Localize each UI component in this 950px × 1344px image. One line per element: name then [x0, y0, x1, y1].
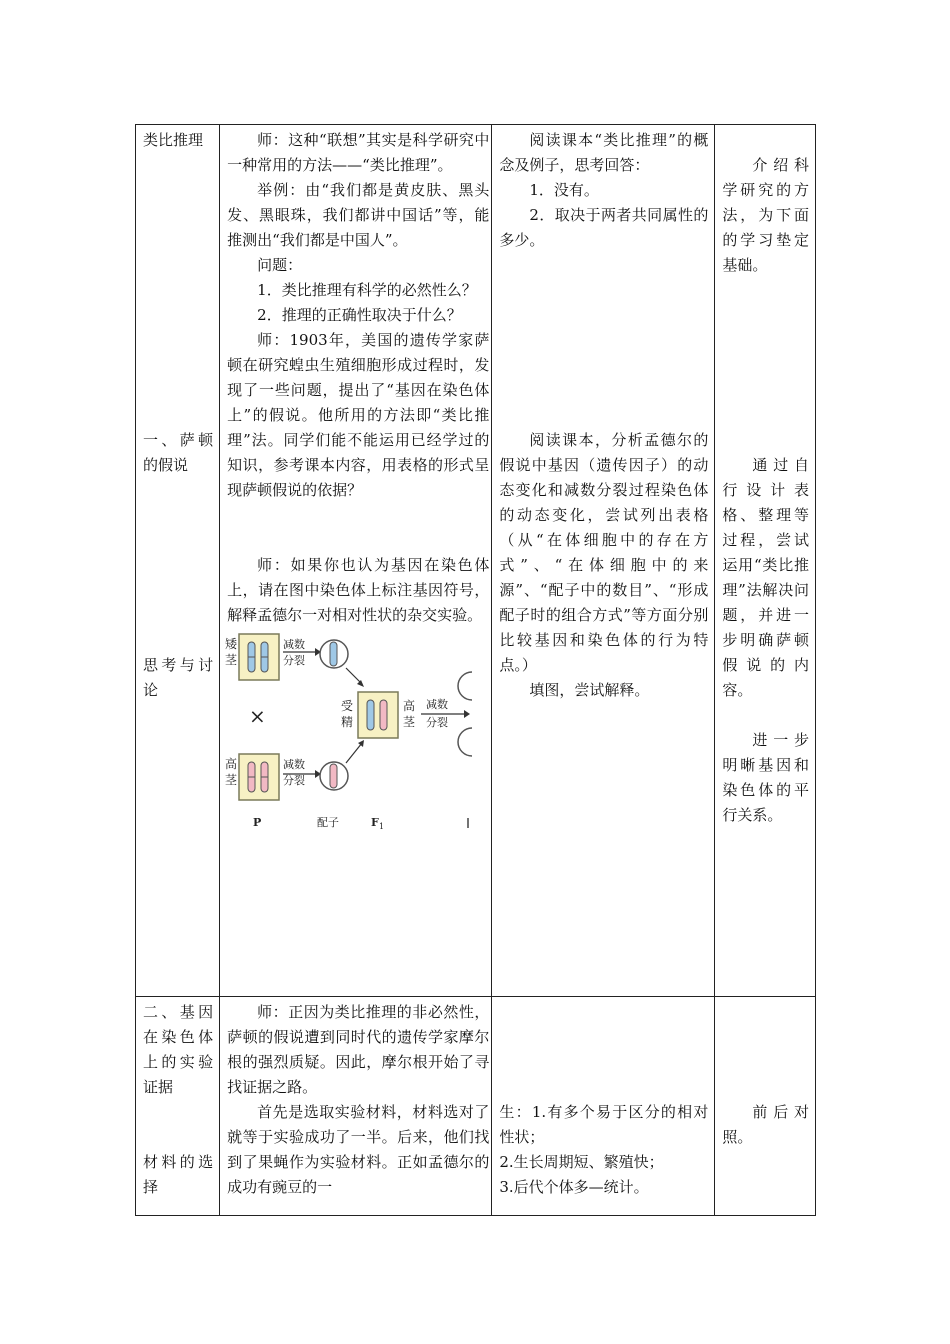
intent-paragraph: 通过自行设计表格、整理等过程，尝试运用“类比推理”法解决问题，并进一步明确萨顿假说的内容。 — [722, 456, 809, 699]
fertilization-label-1: 受 — [341, 699, 354, 713]
lesson-table — [135, 124, 816, 1216]
dwarf-label-1: 矮 — [225, 637, 238, 651]
table-row — [136, 125, 816, 997]
student-paragraph: 阅读课本，分析孟德尔的假说中基因（遗传因子）的动态变化和减数分裂过程染色体的动态变化，尝试列出表格（从“在体细胞中的存在方式”、“在体细胞中的来源”、“配子中的数目”、“形成配子时的组合方式”等方面分别比较基因和染色体的行为特点。） — [499, 431, 709, 674]
f1-cell — [358, 692, 398, 738]
teacher-activity-cell — [220, 997, 492, 1216]
f1-tall-label-2: 茎 — [403, 715, 416, 729]
teacher-paragraph: 1．类比推理有科学的必然性么？ — [257, 281, 477, 299]
meiosis-label-2: 分裂 — [283, 654, 306, 667]
design-intent-cell — [715, 125, 816, 997]
dwarf-label-2: 茎 — [225, 653, 238, 667]
tall-meiosis-label-2: 分裂 — [283, 774, 306, 787]
table-row — [136, 997, 816, 1216]
section-title: 一、萨顿的假说 — [143, 431, 214, 474]
cross-diagram-svg — [221, 630, 472, 835]
design-intent-cell — [715, 997, 816, 1216]
teacher-paragraph: 举例：由“我们都是黄皮肤、黑头发、黑眼珠，我们都讲中国话”等，能推测出“我们都是中国人”。 — [227, 181, 490, 249]
student-paragraph: 1．没有。 — [529, 181, 599, 199]
teacher-paragraph: 师：这种“联想”其实是科学研究中一种常用的方法——“类比推理”。 — [227, 131, 490, 174]
intent-paragraph: 介绍科学研究的方法，为下面的学习垫定基础。 — [722, 156, 809, 274]
tall-label-2: 茎 — [225, 773, 238, 787]
student-activity-cell — [492, 997, 715, 1216]
intent-paragraph: 进一步明晰基因和染色体的平行关系。 — [722, 731, 809, 824]
tall-label-1: 高 — [225, 757, 238, 771]
teacher-paragraph: 2．推理的正确性取决于什么？ — [257, 306, 462, 324]
student-paragraph: 2.生长周期短、繁殖快； — [499, 1153, 664, 1171]
cross-diagram — [221, 630, 472, 835]
f1-subscript: 1 — [379, 822, 385, 831]
f1-tall-label-1: 高 — [403, 699, 416, 713]
f1-meiosis-label-2: 分裂 — [426, 716, 449, 729]
f1-meiosis-label-1: 减数 — [426, 698, 449, 711]
intent-paragraph: 前后对照。 — [722, 1103, 809, 1146]
teacher-paragraph: 师：正因为类比推理的非必然性，萨顿的假说遭到同时代的遗传学家摩尔根的强烈质疑。因此，摩尔根开始了寻找证据之路。 — [227, 1003, 490, 1096]
teacher-activity-cell — [220, 125, 492, 997]
p-label: P — [253, 816, 262, 829]
tall-parent-cell — [239, 754, 279, 800]
section-cell — [136, 125, 220, 997]
student-paragraph: 生：1.有多个易于区分的相对性状； — [499, 1103, 709, 1146]
fertilization-label-2: 精 — [341, 715, 354, 729]
cross-symbol: × — [249, 704, 266, 728]
section-cell — [136, 997, 220, 1216]
student-paragraph: 阅读课本“类比推理”的概念及例子，思考回答： — [499, 131, 709, 174]
tall-meiosis-label-1: 减数 — [283, 758, 306, 771]
student-paragraph: 3.后代个体多—统计。 — [499, 1178, 649, 1196]
section-title: 类比推理 — [143, 131, 204, 149]
student-paragraph: 填图，尝试解释。 — [529, 681, 650, 699]
teacher-paragraph: 师：1903年，美国的遗传学家萨顿在研究蝗虫生殖细胞形成过程时，发现了一些问题，提出了“基因在染色体上”的假说。他所用的方法即“类比推理”法。同学们能不能运用已经学过的知识，参考课本内容，用表格的形式呈现萨顿假说的依据？ — [227, 331, 490, 499]
teacher-paragraph: 问题： — [257, 256, 303, 274]
f1-label: F — [371, 816, 379, 829]
student-paragraph: 2．取决于两者共同属性的多少。 — [499, 206, 709, 249]
teacher-paragraph: 首先是选取实验材料，材料选对了就等于实验成功了一半。后来，他们找到了果蝇作为实验材料。正如孟德尔的成功有豌豆的一 — [227, 1103, 490, 1196]
section-title: 二、基因在染色体上的实验证据 — [143, 1003, 214, 1096]
student-activity-cell — [492, 125, 715, 997]
section-title: 材料的选择 — [143, 1153, 214, 1196]
gamete-label: 配子 — [317, 816, 340, 829]
meiosis-label-1: 减数 — [283, 638, 306, 651]
dwarf-parent-cell — [239, 634, 279, 680]
teacher-paragraph: 师：如果你也认为基因在染色体上，请在图中染色体上标注基因符号，解释孟德尔一对相对性状的杂交实验。 — [227, 556, 490, 624]
section-title: 思考与讨论 — [143, 656, 214, 699]
